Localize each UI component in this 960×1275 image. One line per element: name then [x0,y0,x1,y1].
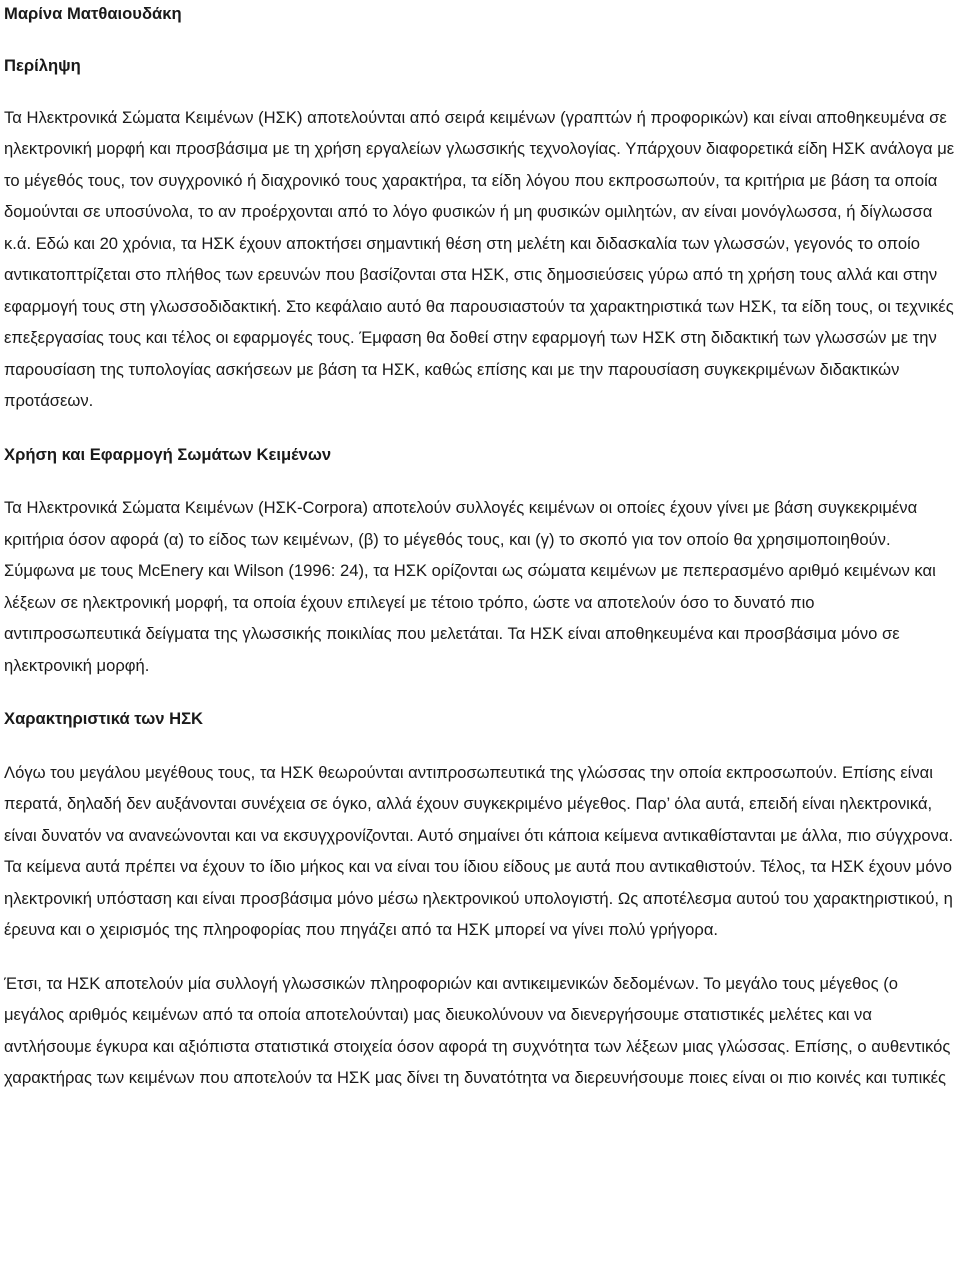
document-page [4,0,956,1094]
characteristics-paragraph-1: Λόγω του μεγάλου μεγέθους τους, τα ΗΣΚ θεωρούνται αντιπροσωπευτικά της γλώσσας την οποία εκπροσωπούν. Επίσης είναι περατά, δηλαδή δεν αυξάνονται συνέχεια σε όγκο, αλλά έχουν συγκεκριμένο μέγεθος. Παρ’ όλα αυτά, επειδή είναι ηλεκτρονικά, είναι δυνατόν να ανανεώνονται και να εκσυγχρονίζονται. Αυτό σημαίνει ότι κάποια κείμενα αντικαθίστανται με άλλα, πιο σύγχρονα. Τα κείμενα αυτά πρέπει να έχουν το ίδιο μήκος και να είναι του ίδιου είδους με αυτά που αντικαθιστούν. Τέλος, τα ΗΣΚ έχουν μόνο ηλεκτρονική υπόσταση και είναι προσβάσιμα μόνο μέσω ηλεκτρονικού υπολογιστή. Ως αποτέλεσμα αυτού του χαρακτηριστικού, η έρευνα και ο χειρισμός της πληροφορίας που πηγάζει από τα ΗΣΚ μπορεί να γίνει πολύ γρήγορα. [4,762,954,939]
spacer [4,735,956,757]
author-name: Μαρίνα Ματθαιουδάκη [4,4,182,23]
characteristics-paragraph-2: Έτσι, τα ΗΣΚ αποτελούν μία συλλογή γλωσσικών πληροφοριών και αντικειμενικών δεδομένων. Το μεγάλο τους μέγεθος (ο μεγάλος αριθμός κειμένων από τα οποία αποτελούνται) μας διευκολύνουν να διενεργήσουμε στατιστικές μελέτες και να αντλήσουμε έγκυρα και αξιόπιστα στατιστικά στοιχεία όσον αφορά τη συχνότητα των λέξεων μιας γλώσσας. Επίσης, ο αυθεντικός χαρακτήρας των κειμένων που αποτελούν τα ΗΣΚ μας δίνει τη δυνατότητα να διερευνήσουμε ποιες είναι οι πιο κοινές και τυπικές [4,973,951,1087]
spacer [4,681,956,703]
abstract-paragraph: Τα Ηλεκτρονικά Σώματα Κειμένων (ΗΣΚ) αποτελούνται από σειρά κειμένων (γραπτών ή προφορικών) και είναι αποθηκευμένα σε ηλεκτρονική μορφή και προσβάσιμα με τη χρήση εργαλείων γλωσσικής τεχνολογίας. Υπάρχουν διαφορετικά είδη ΗΣΚ ανάλογα με το μέγεθός τους, τον συγχρονικό ή διαχρονικό τους χαρακτήρα, τα είδη λόγου που εκπροσωπούν, τα κριτήρια με βάση τα οποία δομούνται σε υποσύνολα, το αν προέρχονται από το λόγο φυσικών ή μη φυσικών ομιλητών, αν είναι μονόγλωσσα, ή δίγλωσσα κ.ά. Εδώ και 20 χρόνια, τα ΗΣΚ έχουν αποκτήσει σημαντική θέση στη μελέτη και διδασκαλία των γλωσσών, γεγονός το οποίο αντικατοπτρίζεται στο πλήθος των ερευνών που βασίζονται στα ΗΣΚ, στις δημοσιεύσεις γύρω από τη χρήση τους αλλά και στην εφαρμογή τους στη γλωσσοδιδακτική. Στο κεφάλαιο αυτό θα παρουσιαστούν τα χαρακτηριστικά των ΗΣΚ, τα είδη τους, οι τεχνικές επεξεργασίας τους και τέλος οι εφαρμογές τους. Έμφαση θα δοθεί στην εφαρμογή των ΗΣΚ στη διδακτική των γλωσσών με την παρουσίαση της τυπολογίας ασκήσεων με βάση τα ΗΣΚ, καθώς επίσης και με την παρουσίαση συγκεκριμένων διδακτικών προτάσεων. [4,107,955,410]
spacer [4,946,956,968]
section-heading-corpora-use: Χρήση και Εφαρμογή Σωμάτων Κειμένων [4,444,332,464]
spacer [4,470,956,492]
corpora-use-paragraph: Τα Ηλεκτρονικά Σώματα Κειμένων (ΗΣΚ-Corpora) αποτελούν συλλογές κειμένων οι οποίες έχουν γίνει με βάση συγκεκριμένα κριτήρια όσον αφορά (α) το είδος των κειμένων, (β) το μέγεθός τους, και (γ) το σκοπό για τον οποίο θα χρησιμοποιηθούν. Σύμφωνα με τους McEnery και Wilson (1996: 24), τα ΗΣΚ ορίζονται ως σώματα κειμένων με πεπερασμένο αριθμό κειμένων και λέξεων σε ηλεκτρονική μορφή, τα οποία έχουν επιλεγεί με τέτοιο τρόπο, ώστε να αποτελούν όσο το δυνατό πιο αντιπροσωπευτικά δείγματα της γλωσσικής ποικιλίας που μελετάται. Τα ΗΣΚ είναι αποθηκευμένα και προσβάσιμα μόνο σε ηλεκτρονική μορφή. [4,498,936,675]
section-heading-abstract: Περίληψη [4,56,81,75]
section-heading-characteristics: Χαρακτηριστικά των ΗΣΚ [4,709,204,728]
spacer [4,417,956,439]
spacer [4,82,956,102]
spacer [4,28,956,50]
